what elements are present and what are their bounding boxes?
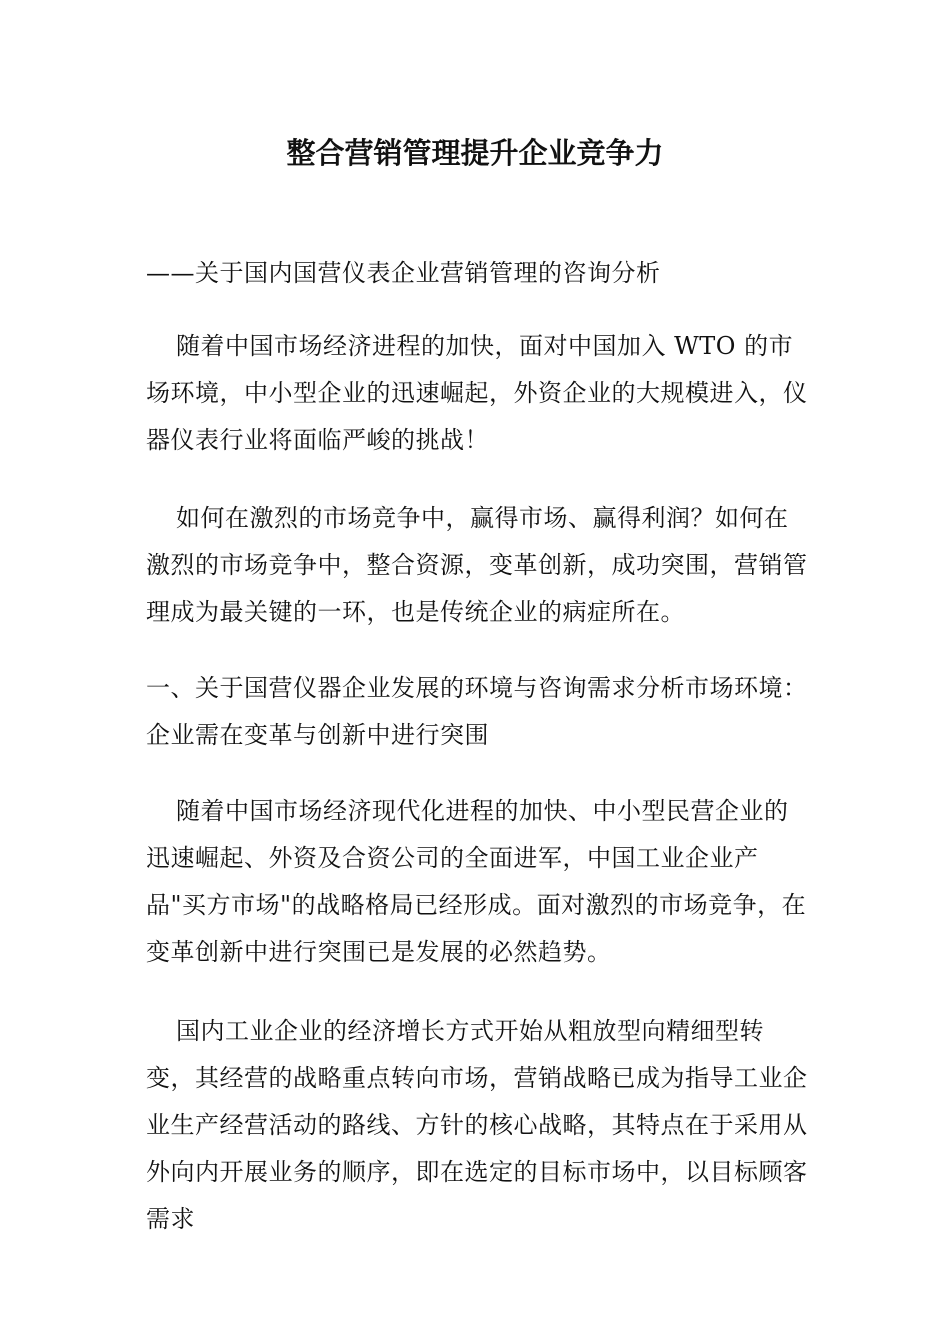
document-title: 整合营销管理提升企业竞争力 [286, 136, 664, 170]
section-heading-1: 一、关于国营仪器企业发展的环境与咨询需求分析市场环境：企业需在变革与创新中进行突围 [146, 674, 808, 749]
document-subtitle: ——关于国内国营仪表企业营销管理的咨询分析 [146, 259, 661, 287]
paragraph-2: 如何在激烈的市场竞争中，赢得市场、赢得利润？如何在激烈的市场竞争中，整合资源，变革创新，成功突围，营销管理成为最关键的一环，也是传统企业的病症所在。 [146, 504, 808, 626]
paragraph-1: 随着中国市场经济进程的加快，面对中国加入 WTO 的市场环境，中小型企业的迅速崛起，外资企业的大规模进入，仪器仪表行业将面临严峻的挑战！ [146, 332, 808, 454]
section-paragraph-1: 随着中国市场经济现代化进程的加快、中小型民营企业的迅速崛起、外资及合资公司的全面进军，中国工业企业产品"买方市场"的战略格局已经形成。面对激烈的市场竞争，在变革创新中进行突围已是发展的必然趋势。 [146, 797, 807, 966]
section-paragraph-2: 国内工业企业的经济增长方式开始从粗放型向精细型转变，其经营的战略重点转向市场，营销战略已成为指导工业企业生产经营活动的路线、方针的核心战略，其特点在于采用从外向内开展业务的顺序，即在选定的目标市场中，以目标顾客需求 [146, 1017, 808, 1233]
